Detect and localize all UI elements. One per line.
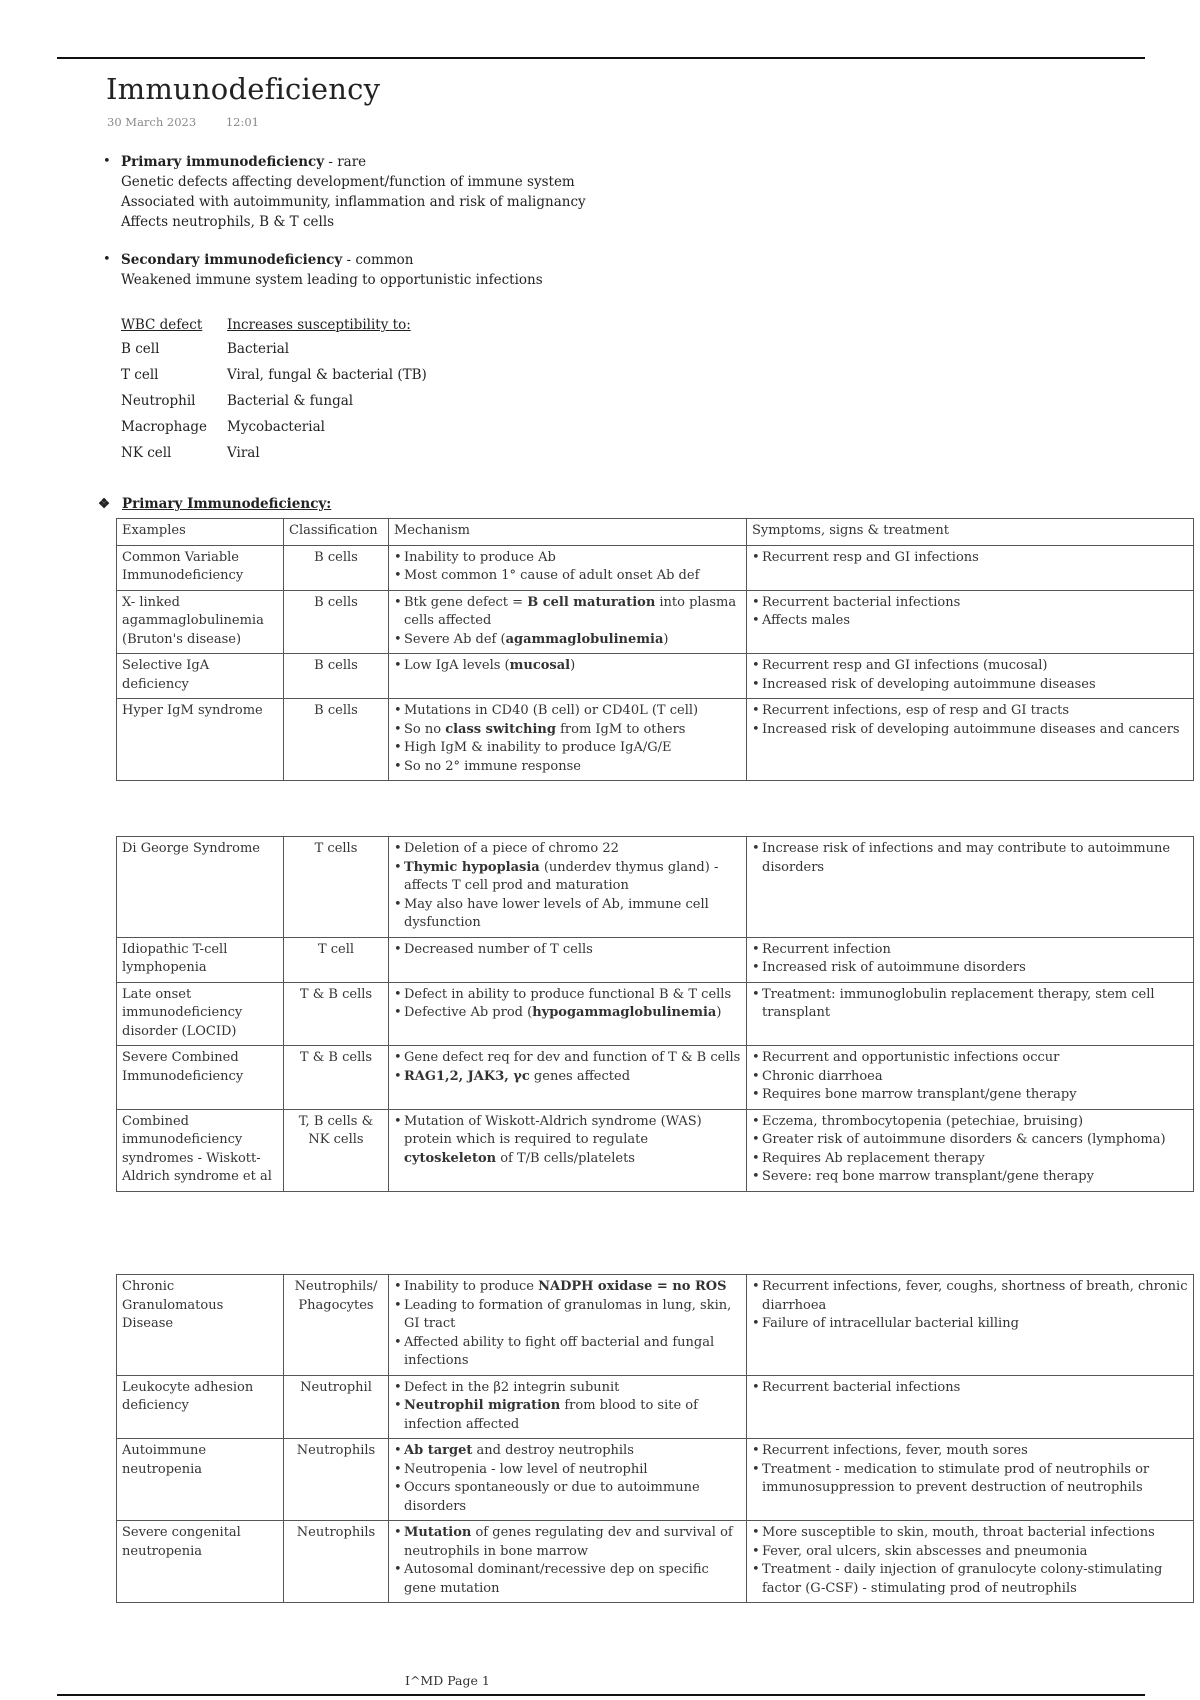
primary-qualifier: - rare <box>324 154 367 170</box>
classification-cell: B cells <box>284 545 389 590</box>
text-segment: Greater risk of autoimmune disorders & cancers (lymphoma) <box>762 1132 1166 1147</box>
symptoms-item <box>752 941 1188 960</box>
text-segment: Recurrent resp and GI infections (mucosal) <box>762 658 1048 673</box>
text-segment: Treatment: immunoglobulin replacement therapy, stem cell transplant <box>762 986 1155 1020</box>
table-row <box>117 545 1194 590</box>
symptoms-cell <box>747 1375 1194 1439</box>
table-row <box>121 393 427 419</box>
top-rule <box>57 57 1145 59</box>
header-classification: Classification <box>284 519 389 546</box>
classification-cell: B cells <box>284 590 389 654</box>
classification-cell: Neutrophils <box>284 1439 389 1521</box>
table-row <box>117 654 1194 699</box>
text-segment: Increase risk of infections and may contribute to autoimmune disorders <box>762 841 1171 875</box>
bottom-rule <box>57 1694 1145 1696</box>
table-row <box>121 419 427 445</box>
mechanism-item <box>394 896 741 933</box>
wbc-cell: Bacterial & fungal <box>227 393 354 409</box>
text-segment: Defect in ability to produce functional B & T cells <box>404 986 732 1002</box>
symptoms-cell <box>747 1046 1194 1110</box>
example-cell: Chronic Granulomatous Disease <box>117 1275 284 1376</box>
symptoms-item <box>752 657 1188 676</box>
text-segment: Autosomal dominant/recessive dep on specific gene mutation <box>404 1562 709 1596</box>
text-segment: Affected ability to fight off bacterial and fungal infections <box>404 1334 715 1368</box>
text-segment: into plasma cells affected <box>404 594 737 628</box>
mechanism-item <box>394 859 741 896</box>
mechanism-cell <box>389 1521 747 1603</box>
table-row <box>117 1046 1194 1110</box>
text-segment: Failure of intracellular bacterial killing <box>762 1316 1019 1331</box>
symptoms-list <box>752 1379 1188 1398</box>
mechanism-cell <box>389 1109 747 1191</box>
wbc-cell: T cell <box>121 367 159 383</box>
text-segment: of T/B cells/platelets <box>496 1150 635 1166</box>
symptoms-item <box>752 594 1188 613</box>
symptoms-item <box>752 1086 1188 1105</box>
mechanism-item <box>394 1297 741 1334</box>
symptoms-list <box>752 702 1188 739</box>
example-cell: Selective IgA deficiency <box>117 654 284 699</box>
diamond-bullet-icon: ❖ <box>98 496 111 512</box>
mechanism-cell <box>389 982 747 1046</box>
bold-term: Thymic hypoplasia <box>404 859 540 875</box>
text-segment: Treatment - medication to stimulate prod of neutrophils or immunosuppression to prevent destruction of neutrophils <box>762 1461 1150 1495</box>
mechanism-cell <box>389 654 747 699</box>
mechanism-item <box>394 1524 741 1561</box>
header-mechanism: Mechanism <box>389 519 747 546</box>
symptoms-list <box>752 1442 1188 1498</box>
mechanism-list <box>394 1524 741 1598</box>
symptoms-cell <box>747 545 1194 590</box>
wbc-header-row <box>121 315 427 341</box>
wbc-cell: B cell <box>121 341 160 357</box>
example-cell: Late onset immunodeficiency disorder (LOCID) <box>117 982 284 1046</box>
mechanism-list <box>394 1049 741 1086</box>
example-cell: Hyper IgM syndrome <box>117 699 284 781</box>
mechanism-item <box>394 1561 741 1598</box>
primary-line: Genetic defects affecting development/function of immune system <box>121 174 575 190</box>
symptoms-item <box>752 1168 1188 1187</box>
text-segment: Increased risk of autoimmune disorders <box>762 960 1026 975</box>
mechanism-item <box>394 1461 741 1480</box>
table-row <box>117 837 1194 938</box>
primary-line: Affects neutrophils, B & T cells <box>121 214 335 230</box>
symptoms-cell <box>747 590 1194 654</box>
mechanism-item <box>394 631 741 650</box>
text-segment: Mutation of Wiskott-Aldrich syndrome (WAS) protein which is required to regulate <box>404 1113 702 1147</box>
symptoms-list <box>752 657 1188 694</box>
classification-cell: Neutrophil <box>284 1375 389 1439</box>
mechanism-item <box>394 840 741 859</box>
mechanism-item <box>394 1049 741 1068</box>
text-segment: So no <box>404 721 446 737</box>
text-segment: Chronic diarrhoea <box>762 1068 883 1084</box>
primary-heading: Primary immunodeficiency <box>121 154 325 170</box>
primary-section-heading <box>98 496 331 512</box>
mechanism-list <box>394 1442 741 1516</box>
table-row <box>117 1439 1194 1521</box>
symptoms-item <box>752 702 1188 721</box>
mechanism-item <box>394 1004 741 1023</box>
wbc-cell: Mycobacterial <box>227 419 325 435</box>
bold-term: Ab target <box>404 1443 473 1458</box>
wbc-header-defect: WBC defect <box>121 317 203 333</box>
table-header-row <box>117 519 1194 546</box>
mechanism-list <box>394 549 741 586</box>
symptoms-item <box>752 1049 1188 1068</box>
page-meta <box>107 115 259 129</box>
text-segment: ) <box>570 658 576 673</box>
mechanism-item <box>394 758 741 777</box>
table-row <box>117 1521 1194 1603</box>
wbc-cell: Macrophage <box>121 419 208 435</box>
symptoms-list <box>752 986 1188 1023</box>
wbc-header-susceptibility: Increases susceptibility to: <box>227 317 411 333</box>
text-segment: Inability to produce Ab <box>404 549 556 565</box>
text-segment: Deletion of a piece of chromo 22 <box>404 841 619 856</box>
symptoms-item <box>752 1278 1188 1315</box>
mechanism-item <box>394 739 741 758</box>
text-segment: Recurrent infection <box>762 941 891 957</box>
symptoms-list <box>752 840 1188 877</box>
table-body <box>117 545 1194 781</box>
secondary-heading: Secondary immunodeficiency <box>121 252 343 268</box>
secondary-qualifier: - common <box>342 252 414 268</box>
symptoms-item <box>752 721 1188 740</box>
bold-term: hypogammaglobulinemia <box>532 1005 717 1020</box>
bold-term: RAG1,2, JAK3, γc <box>404 1068 530 1084</box>
mechanism-item <box>394 1113 741 1169</box>
text-segment: Affects males <box>762 613 850 628</box>
mechanism-item <box>394 721 741 740</box>
wbc-cell: Bacterial <box>227 341 290 357</box>
table-row <box>117 590 1194 654</box>
mechanism-item <box>394 1479 741 1516</box>
symptoms-item <box>752 676 1188 695</box>
table-row <box>117 1275 1194 1376</box>
mechanism-list <box>394 941 741 960</box>
text-segment: So no 2° immune response <box>404 758 581 774</box>
mechanism-cell <box>389 699 747 781</box>
classification-cell: T cells <box>284 837 389 938</box>
mechanism-list <box>394 840 741 933</box>
mechanism-item <box>394 567 741 586</box>
text-segment: Recurrent bacterial infections <box>762 594 961 610</box>
text-segment: and destroy neutrophils <box>472 1443 634 1458</box>
text-segment: Mutations in CD40 (B cell) or CD40L (T cell) <box>404 703 699 718</box>
symptoms-list <box>752 549 1188 568</box>
text-segment: Inability to produce <box>404 1279 539 1294</box>
example-cell: Autoimmune neutropenia <box>117 1439 284 1521</box>
symptoms-cell <box>747 837 1194 938</box>
text-segment: Recurrent infections, esp of resp and GI tracts <box>762 703 1070 718</box>
table-row <box>117 982 1194 1046</box>
example-cell: Combined immunodeficiency syndromes - Wiskott-Aldrich syndrome et al <box>117 1109 284 1191</box>
mechanism-item <box>394 1379 741 1398</box>
symptoms-item <box>752 840 1188 877</box>
bold-term: class switching <box>445 721 556 737</box>
mechanism-list <box>394 657 741 676</box>
text-segment: Gene defect req for dev and function of T & B cells <box>404 1050 741 1065</box>
bold-term: cytoskeleton <box>404 1150 497 1166</box>
mechanism-item <box>394 549 741 568</box>
text-segment: Leading to formation of granulomas in lung, skin, GI tract <box>404 1297 732 1331</box>
text-segment: Severe Ab def ( <box>404 631 506 647</box>
mechanism-item <box>394 986 741 1005</box>
table-row <box>121 341 427 367</box>
text-segment: Defect in the β2 integrin subunit <box>404 1379 620 1395</box>
symptoms-item <box>752 1561 1188 1598</box>
header-examples: Examples <box>117 519 284 546</box>
mechanism-list <box>394 986 741 1023</box>
classification-cell: B cells <box>284 699 389 781</box>
example-cell: Common Variable Immunodeficiency <box>117 545 284 590</box>
primary-table-neutrophils <box>116 1274 1194 1603</box>
text-segment: Low IgA levels ( <box>404 658 510 673</box>
text-segment: Treatment - daily injection of granulocyte colony-stimulating factor (G-CSF) - stimulating prod of neutrophils <box>762 1562 1163 1596</box>
text-segment: Recurrent resp and GI infections <box>762 549 979 565</box>
page-title: Immunodeficiency <box>106 72 381 106</box>
mechanism-item <box>394 1397 741 1434</box>
table-body <box>117 837 1194 1192</box>
classification-cell: Neutrophils <box>284 1521 389 1603</box>
text-segment: Defective Ab prod ( <box>404 1005 533 1020</box>
text-segment: from IgM to others <box>555 721 686 737</box>
text-segment: Decreased number of T cells <box>404 941 593 957</box>
text-segment: of genes regulating dev and survival of neutrophils in bone marrow <box>404 1525 733 1559</box>
symptoms-item <box>752 986 1188 1023</box>
classification-cell: T, B cells & NK cells <box>284 1109 389 1191</box>
text-segment: (underdev thymus gland) - affects T cell prod and maturation <box>404 859 719 893</box>
classification-cell: Neutrophils/ Phagocytes <box>284 1275 389 1376</box>
text-segment: ) <box>716 1005 722 1020</box>
text-segment: Requires Ab replacement therapy <box>762 1150 985 1166</box>
symptoms-cell <box>747 654 1194 699</box>
text-segment: Recurrent infections, fever, mouth sores <box>762 1443 1028 1458</box>
symptoms-item <box>752 1131 1188 1150</box>
text-segment: High IgM & inability to produce IgA/G/E <box>404 740 672 755</box>
table-row <box>117 1109 1194 1191</box>
symptoms-item <box>752 1543 1188 1562</box>
symptoms-list <box>752 1278 1188 1334</box>
symptoms-list <box>752 594 1188 631</box>
primary-immunodeficiency-bullet <box>121 152 586 232</box>
mechanism-item <box>394 657 741 676</box>
page-time: 12:01 <box>225 115 259 129</box>
symptoms-cell <box>747 982 1194 1046</box>
section-heading-text: Primary Immunodeficiency: <box>122 496 332 512</box>
text-segment: Requires bone marrow transplant/gene therapy <box>762 1087 1077 1102</box>
example-cell: X- linked agammaglobulinemia (Bruton's disease) <box>117 590 284 654</box>
mechanism-cell <box>389 1046 747 1110</box>
text-segment: Recurrent and opportunistic infections occur <box>762 1050 1060 1065</box>
text-segment: Most common 1° cause of adult onset Ab def <box>404 568 700 583</box>
table-row <box>121 367 427 393</box>
secondary-line: Weakened immune system leading to opportunistic infections <box>121 272 543 288</box>
bold-term: mucosal <box>509 658 571 673</box>
symptoms-list <box>752 941 1188 978</box>
mechanism-cell <box>389 545 747 590</box>
secondary-immunodeficiency-bullet <box>121 250 543 290</box>
symptoms-list <box>752 1113 1188 1187</box>
classification-cell: T & B cells <box>284 1046 389 1110</box>
mechanism-list <box>394 1379 741 1435</box>
text-segment: genes affected <box>529 1068 631 1084</box>
symptoms-cell <box>747 1109 1194 1191</box>
mechanism-cell <box>389 937 747 982</box>
wbc-cell: Viral <box>227 445 260 461</box>
symptoms-item <box>752 1068 1188 1087</box>
text-segment: Recurrent infections, fever, coughs, shortness of breath, chronic diarrhoea <box>762 1279 1188 1313</box>
page-date: 30 March 2023 <box>107 115 197 129</box>
bold-term: Mutation <box>404 1525 472 1540</box>
mechanism-item <box>394 1068 741 1087</box>
mechanism-cell <box>389 1439 747 1521</box>
symptoms-cell <box>747 1521 1194 1603</box>
bold-term: agammaglobulinemia <box>505 631 664 647</box>
mechanism-list <box>394 702 741 776</box>
text-segment: Neutropenia - low level of neutrophil <box>404 1461 648 1477</box>
table-row <box>121 445 427 471</box>
mechanism-item <box>394 1442 741 1461</box>
text-segment: More susceptible to skin, mouth, throat bacterial infections <box>762 1525 1155 1540</box>
text-segment: Fever, oral ulcers, skin abscesses and pneumonia <box>762 1543 1088 1559</box>
classification-cell: B cells <box>284 654 389 699</box>
example-cell: Di George Syndrome <box>117 837 284 938</box>
table-row <box>117 699 1194 781</box>
text-segment: Increased risk of developing autoimmune diseases <box>762 676 1096 692</box>
text-segment: Eczema, thrombocytopenia (petechiae, bruising) <box>762 1113 1084 1129</box>
mechanism-list <box>394 1113 741 1169</box>
bold-term: Neutrophil migration <box>404 1398 561 1413</box>
text-segment: Recurrent bacterial infections <box>762 1379 961 1395</box>
text-segment: May also have lower levels of Ab, immune cell dysfunction <box>404 896 709 930</box>
symptoms-item <box>752 612 1188 631</box>
bold-term: NADPH oxidase = no ROS <box>538 1279 727 1294</box>
symptoms-item <box>752 549 1188 568</box>
text-segment: from blood to site of infection affected <box>404 1398 698 1432</box>
mechanism-cell <box>389 1375 747 1439</box>
table-row <box>117 937 1194 982</box>
symptoms-item <box>752 1442 1188 1461</box>
primary-table-t-cells <box>116 836 1194 1192</box>
symptoms-item <box>752 1315 1188 1334</box>
example-cell: Severe Combined Immunodeficiency <box>117 1046 284 1110</box>
symptoms-item <box>752 1524 1188 1543</box>
primary-line: Associated with autoimmunity, inflammation and risk of malignancy <box>121 194 586 210</box>
symptoms-cell <box>747 1439 1194 1521</box>
mechanism-cell <box>389 837 747 938</box>
symptoms-cell <box>747 937 1194 982</box>
symptoms-item <box>752 959 1188 978</box>
wbc-cell: Viral, fungal & bacterial (TB) <box>227 367 427 383</box>
table-row <box>117 1375 1194 1439</box>
symptoms-list <box>752 1524 1188 1598</box>
wbc-cell: NK cell <box>121 445 172 461</box>
example-cell: Severe congenital neutropenia <box>117 1521 284 1603</box>
example-cell: Leukocyte adhesion deficiency <box>117 1375 284 1439</box>
wbc-cell: Neutrophil <box>121 393 196 409</box>
wbc-susceptibility-table <box>121 315 427 471</box>
mechanism-cell <box>389 590 747 654</box>
text-segment: ) <box>663 631 669 647</box>
classification-cell: T cell <box>284 937 389 982</box>
page-footer: I^MD Page 1 <box>405 1673 490 1688</box>
table-body <box>117 1275 1194 1603</box>
header-symptoms: Symptoms, signs & treatment <box>747 519 1194 546</box>
text-segment: Occurs spontaneously or due to autoimmune disorders <box>404 1480 700 1514</box>
symptoms-item <box>752 1113 1188 1132</box>
mechanism-list <box>394 1278 741 1371</box>
primary-table-b-cells <box>116 518 1194 781</box>
text-segment: Btk gene defect = <box>404 594 528 610</box>
mechanism-item <box>394 1278 741 1297</box>
mechanism-item <box>394 702 741 721</box>
mechanism-item <box>394 941 741 960</box>
symptoms-cell <box>747 1275 1194 1376</box>
mechanism-item <box>394 594 741 631</box>
symptoms-item <box>752 1150 1188 1169</box>
mechanism-cell <box>389 1275 747 1376</box>
mechanism-item <box>394 1334 741 1371</box>
mechanism-list <box>394 594 741 650</box>
text-segment: Increased risk of developing autoimmune diseases and cancers <box>762 721 1180 737</box>
symptoms-item <box>752 1461 1188 1498</box>
classification-cell: T & B cells <box>284 982 389 1046</box>
text-segment: Severe: req bone marrow transplant/gene therapy <box>762 1169 1094 1184</box>
bold-term: B cell maturation <box>527 594 656 610</box>
symptoms-item <box>752 1379 1188 1398</box>
symptoms-list <box>752 1049 1188 1105</box>
symptoms-cell <box>747 699 1194 781</box>
example-cell: Idiopathic T-cell lymphopenia <box>117 937 284 982</box>
